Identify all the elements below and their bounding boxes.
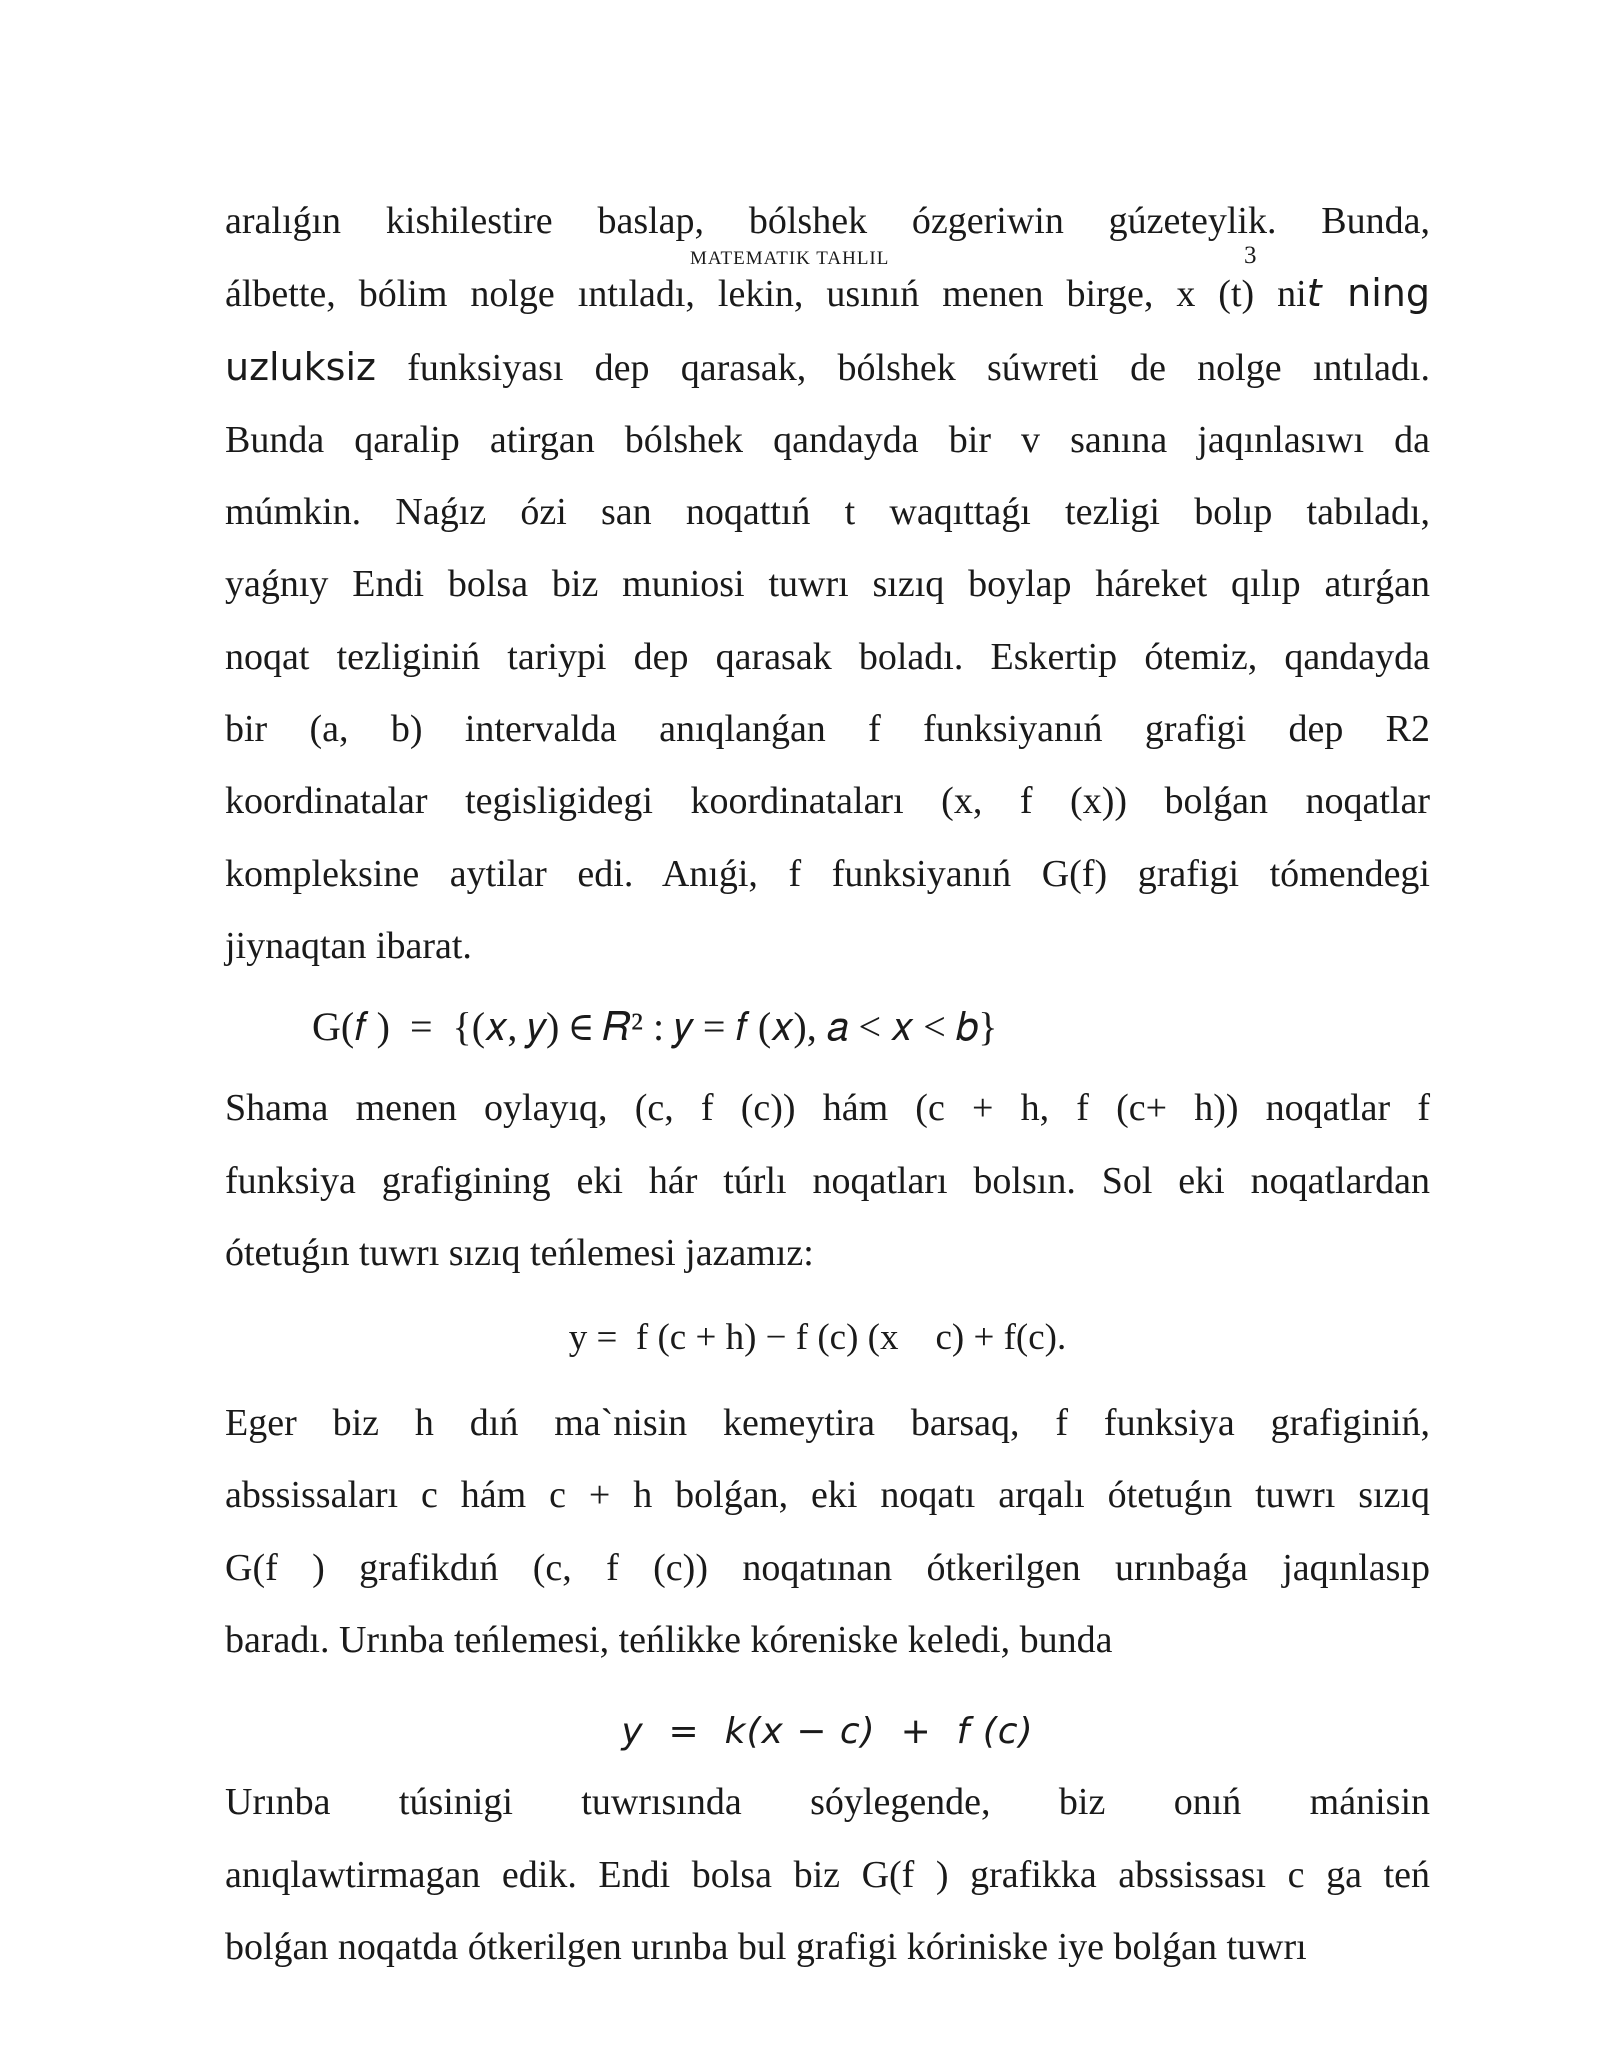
inline-variable-t: t: [1306, 271, 1322, 316]
text-line: Urınba túsinigi tuwrısında sóylegende, biz onıń mánisin: [225, 1781, 1430, 1824]
paragraph-3: [225, 1387, 1430, 1676]
formula-graph-set: G(𝑓 ) = {(𝑥, 𝑦) ∈ 𝑅² : 𝑦 = 𝑓 (𝑥), 𝑎 < 𝑥 < 𝑏}: [312, 1004, 998, 1050]
text-fragment: álbette, bólim nolge ıntıladı, lekin, usınıń menen birge, x (t) ni: [225, 273, 1307, 316]
text-line: Bunda qaralip atirgan bólshek qandayda bir v sanına jaqınlasıwı da: [225, 418, 1430, 461]
paragraph-1: [225, 185, 1430, 982]
text-line: kompleksine aytilar edi. Anıǵi, f funksiyanıń G(f) grafigi tómendegi: [225, 852, 1430, 895]
text-line: jiynaqtan ibarat.: [225, 924, 472, 967]
text-line: noqat tezliginiń tariypi dep qarasak boladı. Eskertip ótemiz, qandayda: [225, 635, 1430, 678]
text-line: koordinatalar tegisligidegi koordinataları (x, f (x)) bolǵan noqatlar: [225, 780, 1430, 823]
text-line: Eger biz h dıń ma`nisin kemeytira barsaq, f funksiya grafiginiń,: [225, 1402, 1430, 1445]
text-fragment: ning: [1321, 271, 1430, 316]
text-line: bir (a, b) intervalda anıqlanǵan f funksiyanıń grafigi dep R2: [225, 708, 1430, 751]
paragraph-2: [225, 1072, 1430, 1289]
text-line: anıqlawtirmagan edik. Endi bolsa biz G(f ) grafikka abssissası c ga teń: [225, 1853, 1430, 1896]
running-title: MATEMATIK TAHLIL: [690, 248, 890, 269]
text-line: bolǵan noqatda ótkerilgen urınba bul grafigi kóriniske iye bolǵan tuwrı: [225, 1925, 1307, 1968]
text-line: [225, 257, 1430, 330]
text-line: abssissaları c hám c + h bolǵan, eki noqatı arqalı ótetuǵın tuwrı sızıq: [225, 1474, 1430, 1517]
text-fragment: funksiyası dep qarasak, bólshek súwreti de nolge ıntıladı.: [407, 346, 1430, 389]
formula-secant-line: y = f (c + h) − f (c) (x c) + f(c).: [568, 1317, 1067, 1359]
page-number: 3: [1244, 242, 1257, 269]
text-line: Shama menen oylayıq, (c, f (c)) hám (c + h, f (c+ h)) noqatlar f: [225, 1087, 1430, 1130]
body-text: [225, 185, 1430, 1983]
text-line: aralıǵın kishilestire baslap, bólshek ózgeriwin gúzeteylik. Bunda,: [225, 200, 1430, 242]
text-line: G(f ) grafikdıń (c, f (c)) noqatınan ótkerilgen urınbaǵa jaqınlasıp: [225, 1546, 1430, 1589]
paragraph-4: [225, 1766, 1430, 1983]
formula-tangent-line: y = k(x − c) + f (c): [621, 1711, 1034, 1753]
text-line: [225, 331, 1430, 404]
text-fragment: uzluksiz: [225, 344, 376, 389]
text-line: ótetuǵın tuwrı sızıq teńlemesi jazamız:: [225, 1231, 814, 1274]
text-line: múmkin. Naǵız ózi san noqattıń t waqıttaǵı tezligi bolıp tabıladı,: [225, 491, 1430, 534]
text-line: baradı. Urınba teńlemesi, teńlikke kóreniske keledi, bunda: [225, 1619, 1113, 1662]
text-line: funksiya grafigining eki hár túrlı noqatları bolsın. Sol eki noqatlardan: [225, 1159, 1430, 1202]
text-line: yaǵnıy Endi bolsa biz muniosi tuwrı sızıq boylap háreket qılıp atırǵan: [225, 563, 1430, 606]
